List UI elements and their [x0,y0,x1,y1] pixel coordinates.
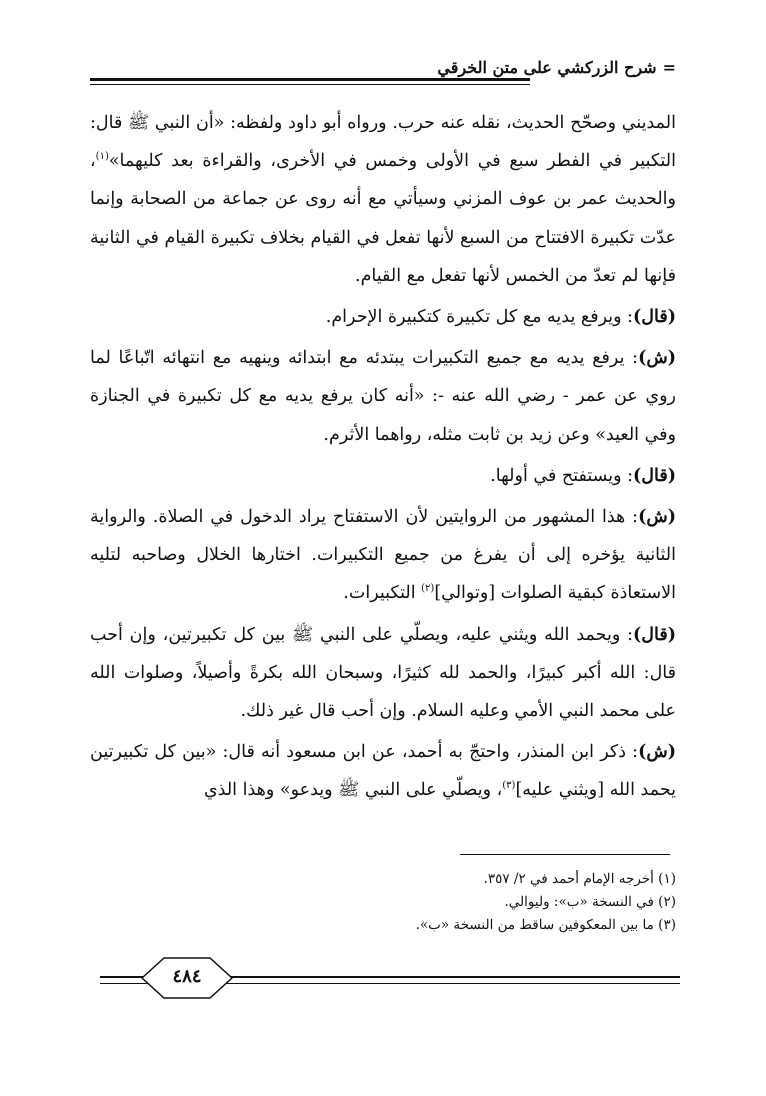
footnote-2: (٢) في النسخة «ب»: وليوالي. [504,894,676,910]
footnote-ref-3: (٣) [502,780,516,792]
paragraph-3-text: : يرفع يديه مع جميع التكبيرات يبتدئه مع ابتدائه وينهيه مع انتهائه اتّباعًا لما روي عن عمر - رضي الله عنه -: «أنه كان يرفع يديه مع كل تكبيرة في الجنازة وفي العيد» وعن زيد بن ثابت مثله، رواهما الأثرم. [90,348,676,445]
paragraph-4-label: (قال) [633,465,676,486]
paragraph-5 [90,498,676,613]
paragraph-2 [90,298,676,336]
footnotes [90,868,676,937]
paragraph-5-tail: التكبيرات. [343,583,422,604]
paragraph-3 [90,339,676,454]
header-dash: = [662,58,676,77]
page-number-badge [140,956,234,1000]
paragraph-1 [90,104,676,295]
paragraph-5-label: (ش) [638,507,676,528]
footnote-ref-1: (١) [95,151,109,163]
paragraph-4-text: : ويستفتح في أولها. [490,465,634,486]
running-header [90,56,676,96]
paragraph-6-label: (قال) [633,624,676,645]
footnote-1: (١) أخرجه الإمام أحمد في ٢/ ٣٥٧. [483,871,676,887]
header-title-text: شرح الزركشي على متن الخرقي [437,58,657,77]
footnote-3: (٣) ما بين المعكوفين ساقط من النسخة «ب». [415,917,676,933]
paragraph-3-label: (ش) [638,348,676,369]
paragraph-1-text: المديني وصحّح الحديث، نقله عنه حرب. ورواه أبو داود ولفظه: «أن النبي ﷺ قال: التكبير في الفطر سبع في الأولى وخمس في الأخرى، والقراءة بعد كليهما» [90,113,676,172]
paragraph-7-tail: ، ويصلّي على النبي ﷺ ويدعو» وهذا الذي [203,780,503,801]
paragraph-2-text: : ويرفع يديه مع كل تكبيرة كتكبيرة الإحرام. [325,307,634,328]
main-text [90,104,676,810]
paragraph-5-text: : هذا المشهور من الروايتين لأن الاستفتاح يراد الدخول في الصلاة. والرواية الثانية يؤخره إلى أن يفرغ من جميع التكبيرات. اختارها الخلال وصاحبه لتليه الاستعاذة كبقية الصلوات [وتوالي] [90,507,676,604]
running-title [437,58,676,77]
paragraph-1-tail: ، والحديث عمر بن عوف المزني وسيأتي مع أنه روى عن جماعة من الصحابة وإنما عدّت تكبيرة الافتتاح من السبع لأنها تفعل في القيام بخلاف تكبيرة القيام في الثانية فإنها لم تعدّ من الخمس لأنها تفعل مع القيام. [90,151,676,286]
header-rule [90,78,530,85]
paragraph-7 [90,733,676,809]
paragraph-2-label: (قال) [633,307,676,328]
paragraph-6 [90,616,676,731]
footnote-separator [460,854,670,855]
page-number: ٤٨٤ [172,966,202,987]
paragraph-4 [90,457,676,495]
footnote-ref-2: (٢) [421,583,435,595]
paragraph-7-text: : ذكر ابن المنذر، واحتجّ به أحمد، عن ابن مسعود أنه قال: «بين كل تكبيرتين يحمد الله [ويثني عليه] [90,742,676,801]
paragraph-6-text: : ويحمد الله ويثني عليه، ويصلّي على النبي ﷺ بين كل تكبيرتين، وإن أحب قال: الله أكبر كبيرًا، والحمد لله كثيرًا، وسبحان الله بكرةً وأصيلاً، وصلوات الله على محمد النبي الأمي وعليه السلام. وإن أحب قال غير ذلك. [90,624,676,722]
paragraph-7-label: (ش) [638,742,676,763]
